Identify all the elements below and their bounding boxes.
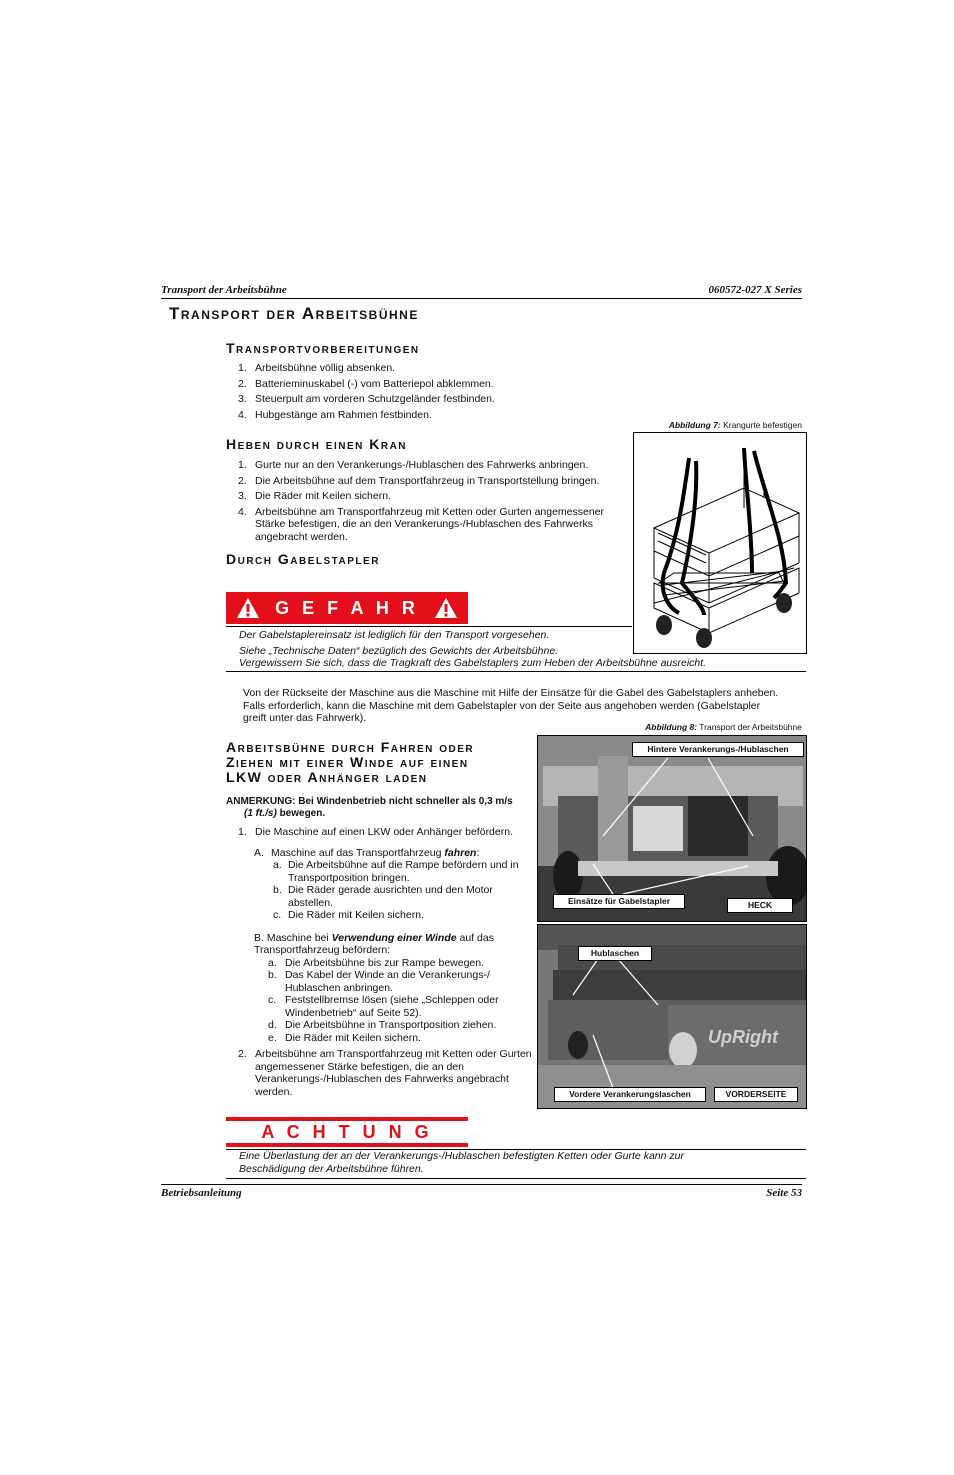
label-rear: HECK bbox=[727, 898, 793, 913]
list-item: d. Die Arbeitsbühne in Transportposition ziehen. bbox=[268, 1019, 497, 1031]
scissor-lift-crane-icon bbox=[634, 433, 806, 653]
footer-rule bbox=[161, 1184, 802, 1185]
list-item: 1. Gurte nur an den Verankerungs-/Hublaschen des Fahrwerks anbringen. bbox=[238, 459, 589, 471]
footer-left: Betriebsanleitung bbox=[161, 1187, 242, 1199]
figure8-caption: Abbildung 8: Transport der Arbeitsbühne bbox=[645, 722, 802, 732]
caution-bar-bottom bbox=[226, 1143, 468, 1147]
danger-rule-top bbox=[226, 626, 632, 627]
list-item: e. Die Räder mit Keilen sichern. bbox=[268, 1031, 421, 1044]
label-front: VORDERSEITE bbox=[714, 1087, 798, 1102]
list-item: c. Feststellbremse lösen (siehe „Schleppen oder Windenbetrieb“ auf Seite 52). bbox=[268, 994, 499, 1019]
label-lift-lugs: Hublaschen bbox=[578, 946, 652, 961]
list-item: a. Die Arbeitsbühne auf die Rampe befördern und in Transportposition bringen. bbox=[273, 859, 519, 884]
svg-text:UpRight: UpRight bbox=[708, 1027, 778, 1047]
section-heading-forklift: Durch Gabelstapler bbox=[226, 551, 380, 567]
danger-text: Der Gabelstaplereinsatz ist lediglich für den Transport vorgesehen. Siehe „Technische Daten“ bezüglich des Gewichts der Arbeitsbühne. Vergewissern Sie sich, dass die Tragkraft des Gabelstaplers zum Heben der Arbeitsbühne ausreicht. bbox=[239, 629, 707, 669]
list-item: 4. Arbeitsbühne am Transportfahrzeug mit Ketten oder Gurten angemessener Stärke befestigen, die an den Verankerungs-/Hublaschen des Fahrwerks angebracht werden. bbox=[238, 505, 605, 543]
list-item: 1. Arbeitsbühne völlig absenken. bbox=[238, 362, 396, 374]
list-item: 3. Steuerpult am vorderen Schutzgeländer festbinden. bbox=[238, 393, 495, 405]
list-item: b. Die Räder gerade ausrichten und den Motor abstellen. bbox=[273, 884, 493, 909]
header-right: 060572-027 X Series bbox=[708, 284, 802, 296]
caution-label: A C H T U N G bbox=[261, 1122, 433, 1142]
section-heading-crane: Heben durch einen Kran bbox=[226, 436, 408, 452]
note-label: ANMERKUNG: bbox=[226, 796, 296, 807]
forklift-paragraph: Von der Rückseite der Maschine aus die Maschine mit Hilfe der Einsätze für die Gabel des Gabelstaplers anheben. Falls erforderlich, kann die Maschine mit dem Gabelstapler von der Seite aus angehoben werden (Gabelstapler greift unter das Fahrwerk). bbox=[243, 687, 779, 724]
section-heading-loading: Arbeitsbühne durch Fahren oder Ziehen mit einer Winde auf einen LKW oder Anhänger laden bbox=[226, 739, 475, 785]
danger-label: G E F A H R bbox=[275, 598, 419, 618]
step-a: A. Maschine auf das Transportfahrzeug fahren: a. Die Arbeitsbühne auf die Rampe befördern und in Transportposition bringen. b. Die Räder gerade ausrichten und den Motor abstellen. c. Die Räder mit Keilen sichern. bbox=[238, 847, 533, 922]
header-left: Transport der Arbeitsbühne bbox=[161, 284, 287, 296]
figure7-crane-illustration bbox=[633, 432, 807, 654]
page-title: Transport der Arbeitsbühne bbox=[169, 304, 419, 323]
list-item: a. Die Arbeitsbühne bis zur Rampe bewegen. bbox=[268, 956, 485, 969]
danger-banner bbox=[226, 592, 468, 624]
warning-triangle-icon bbox=[434, 597, 458, 619]
label-rear-lugs: Hintere Verankerungs-/Hublaschen bbox=[632, 742, 804, 757]
list-item: 2. Batterieminuskabel (-) vom Batteriepol abklemmen. bbox=[238, 377, 494, 390]
section-heading-preparation: Transportvorbereitungen bbox=[226, 340, 420, 356]
crane-list bbox=[238, 459, 626, 546]
list-item: c. Die Räder mit Keilen sichern. bbox=[273, 909, 424, 921]
loading-list bbox=[238, 826, 533, 1101]
list-item: 4. Hubgestänge am Rahmen festbinden. bbox=[238, 408, 432, 421]
figure7-caption: Abbildung 7: Krangurte befestigen bbox=[668, 420, 802, 430]
list-item: b. Das Kabel der Winde an die Verankerungs-/ Hublaschen anbringen. bbox=[268, 969, 490, 994]
label-front-lugs: Vordere Verankerungslaschen bbox=[554, 1087, 706, 1102]
header-rule bbox=[161, 298, 802, 299]
danger-rule-bottom bbox=[226, 671, 806, 672]
figure8-front-photo bbox=[537, 924, 807, 1109]
step-b: B. Maschine bei Verwendung einer Winde auf das Transportfahrzeug befördern: a. Die Arbeitsbühne bis zur Rampe bewegen. b. Das Kabel der Winde an die Verankerungs-/ Hublaschen anbringen. c. Feststellbremse lösen (siehe „Schleppen oder Windenbetrieb“ auf Seite 52). d. Die Arbeitsbühne in Transportposition ziehen. e. Die Räder mit Keilen sichern. bbox=[238, 932, 533, 1045]
list-item: 3. Die Räder mit Keilen sichern. bbox=[238, 490, 391, 502]
list-item: 2. Arbeitsbühne am Transportfahrzeug mit Ketten oder Gurten angemessener Stärke befestigen, die an den Verankerungs-/Hublaschen des Fahrwerks angebracht werden. bbox=[238, 1048, 532, 1098]
label-fork-pockets: Einsätze für Gabelstapler bbox=[553, 894, 685, 909]
preparation-list bbox=[238, 362, 638, 424]
caution-rule-bottom bbox=[226, 1178, 806, 1179]
footer-right: Seite 53 bbox=[766, 1187, 802, 1199]
caution-text: Eine Überlastung der an der Verankerungs-/Hublaschen befestigten Ketten oder Gurte kann zur Beschädigung der Arbeitsbühne führen. bbox=[239, 1150, 684, 1175]
list-item: 1. Die Maschine auf einen LKW oder Anhänger befördern. bbox=[238, 826, 513, 838]
note-paragraph: ANMERKUNG: Bei Windenbetrieb nicht schneller als 0,3 m/s (1 ft./s) bewegen. bbox=[226, 796, 513, 819]
figure8-rear-photo bbox=[537, 735, 807, 922]
list-item: 2. Die Arbeitsbühne auf dem Transportfahrzeug in Transportstellung bringen. bbox=[238, 474, 600, 487]
